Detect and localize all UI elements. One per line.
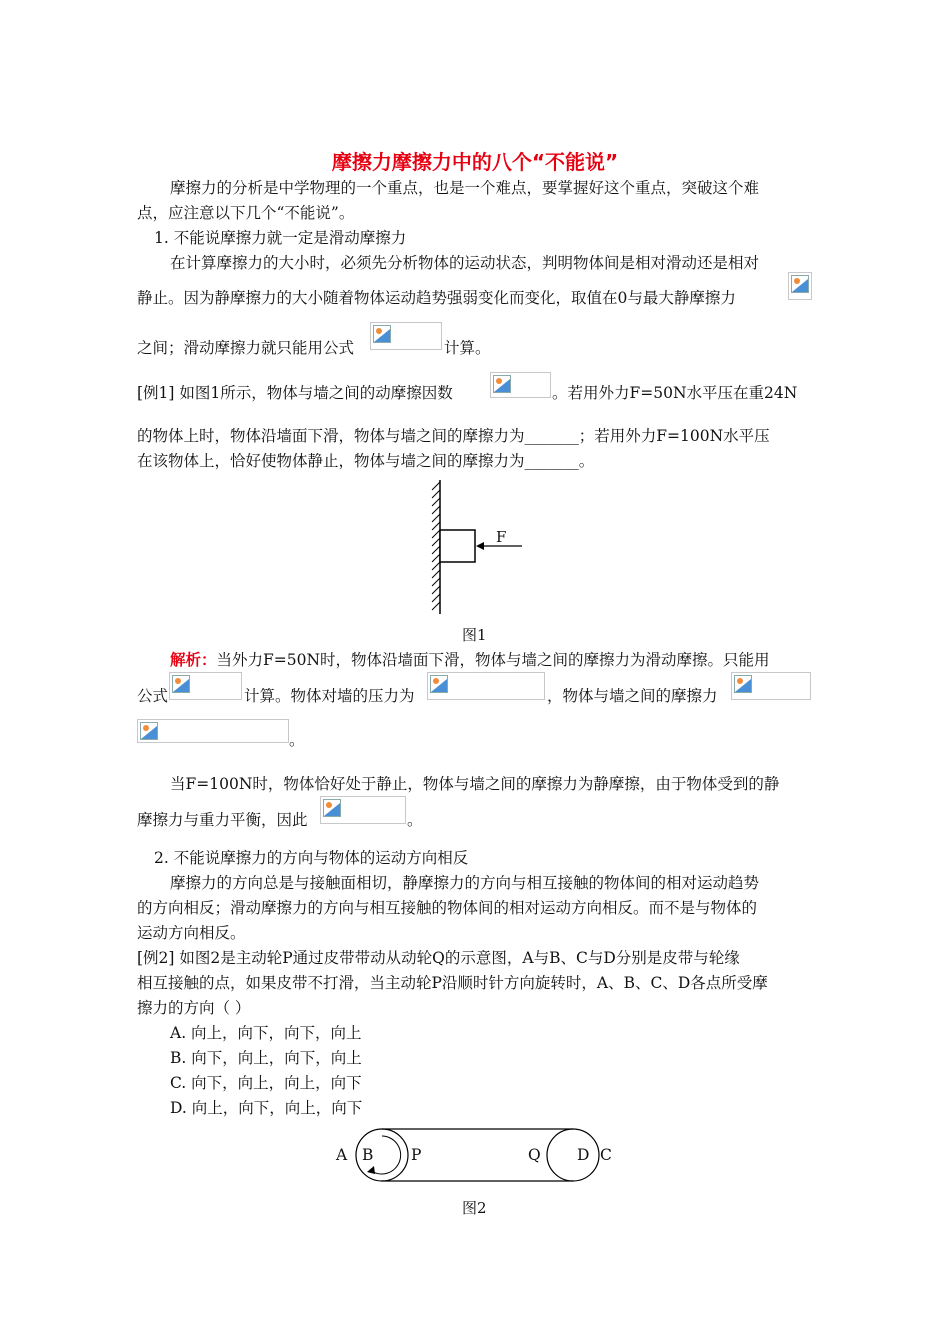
formula-image: [427, 672, 545, 700]
broken-image-icon: [373, 325, 391, 343]
formula-image: [731, 672, 811, 700]
wheel-q: [547, 1129, 599, 1181]
example1-line: 。若用外力F=50N水平压在重24N: [552, 384, 798, 402]
broken-image-icon: [172, 675, 190, 693]
analysis-line: 当外力F=50N时，物体沿墙面下滑，物体与墙之间的摩擦力为滑动摩擦。只能用: [216, 651, 770, 669]
section1-paragraph: 之间；滑动摩擦力就只能用公式: [137, 339, 355, 357]
example1-line: 在该物体上，恰好使物体静止，物体与墙之间的摩擦力为_______。: [137, 452, 595, 470]
broken-image-icon: [140, 722, 158, 740]
analysis-line: 当F=100N时，物体恰好处于静止，物体与墙之间的摩擦力为静摩擦，由于物体受到的静: [170, 775, 780, 793]
figure2-label-q: Q: [528, 1146, 541, 1164]
broken-image-icon: [493, 375, 511, 393]
formula-image: [490, 372, 551, 398]
figure2-label-p: P: [411, 1146, 422, 1164]
section1-paragraph: 计算。: [444, 339, 491, 357]
rotation-arrow: [370, 1136, 401, 1174]
figure2-label-d: D: [577, 1146, 590, 1164]
section2-heading: 2. 不能说摩擦力的方向与物体的运动方向相反: [154, 849, 469, 867]
section2-paragraph: 摩擦力的方向总是与接触面相切，静摩擦力的方向与相互接触的物体间的相对运动趋势: [170, 874, 760, 892]
formula-image: [137, 719, 289, 743]
broken-image-icon: [791, 275, 809, 293]
figure1-wall-diagram: [420, 478, 530, 618]
intro-line: 摩擦力的分析是中学物理的一个重点，也是一个难点，要掌握好这个重点，突破这个难: [170, 179, 760, 197]
block: [440, 530, 475, 562]
option-c: C. 向下，向上，向上，向下: [170, 1074, 362, 1092]
analysis-line: 。: [289, 731, 305, 749]
analysis-line: 。: [407, 811, 423, 829]
analysis-line: 计算。物体对墙的压力为: [244, 687, 415, 705]
example2-line: [例2] 如图2是主动轮P通过皮带带动从动轮Q的示意图，A与B、C与D分别是皮带与轮缘: [137, 949, 740, 967]
example1-line: [例1] 如图1所示，物体与墙之间的动摩擦因数: [137, 384, 453, 402]
analysis-line: 摩擦力与重力平衡，因此: [137, 811, 308, 829]
formula-image: [169, 672, 242, 700]
formula-image: [320, 796, 406, 824]
broken-image-icon: [734, 675, 752, 693]
figure2-label-c: C: [600, 1146, 612, 1164]
force-arrowhead: [476, 542, 484, 550]
rotation-arrowhead: [367, 1166, 375, 1174]
analysis-line: 公式: [137, 687, 169, 705]
section1-paragraph: 静止。因为静摩擦力的大小随着物体运动趋势强弱变化而变化，取值在0与最大静摩擦力: [137, 289, 736, 307]
option-b: B. 向下，向上，向下，向上: [170, 1049, 362, 1067]
section1-paragraph: 在计算摩擦力的大小时，必须先分析物体的运动状态，判明物体间是相对滑动还是相对: [170, 254, 760, 272]
example2-line: 相互接触的点，如果皮带不打滑，当主动轮P沿顺时针方向旋转时，A、B、C、D各点所受摩: [137, 974, 768, 992]
section2-paragraph: 的方向相反；滑动摩擦力的方向与相互接触的物体间的相对运动方向相反。而不是与物体的: [137, 899, 758, 917]
example2-line: 擦力的方向（ ）: [137, 999, 251, 1017]
section2-paragraph: 运动方向相反。: [137, 924, 246, 942]
example1-line: 的物体上时，物体沿墙面下滑，物体与墙之间的摩擦力为_______；若用外力F=100N水平压: [137, 427, 770, 445]
option-a: A. 向上，向下，向下，向上: [170, 1024, 362, 1042]
figure1-caption: 图1: [462, 626, 487, 644]
broken-image-icon: [323, 799, 341, 817]
figure1-label-f: F: [496, 528, 507, 546]
figure2-caption: 图2: [462, 1199, 487, 1217]
analysis-line: ，物体与墙之间的摩擦力: [547, 687, 718, 705]
formula-image: [788, 272, 812, 300]
figure2-label-a: A: [336, 1146, 348, 1164]
analysis-label: [170, 650, 770, 670]
intro-line: 点，应注意以下几个“不能说”。: [137, 204, 355, 222]
analysis-label-text: 解析：: [170, 650, 217, 669]
section1-heading: 1. 不能说摩擦力就一定是滑动摩擦力: [154, 229, 407, 247]
broken-image-icon: [430, 675, 448, 693]
option-d: D. 向上，向下，向上，向下: [170, 1099, 363, 1117]
page-title: 摩擦力摩擦力中的八个“不能说”: [331, 150, 619, 174]
formula-image: [370, 322, 442, 350]
figure2-label-b: B: [362, 1146, 374, 1164]
